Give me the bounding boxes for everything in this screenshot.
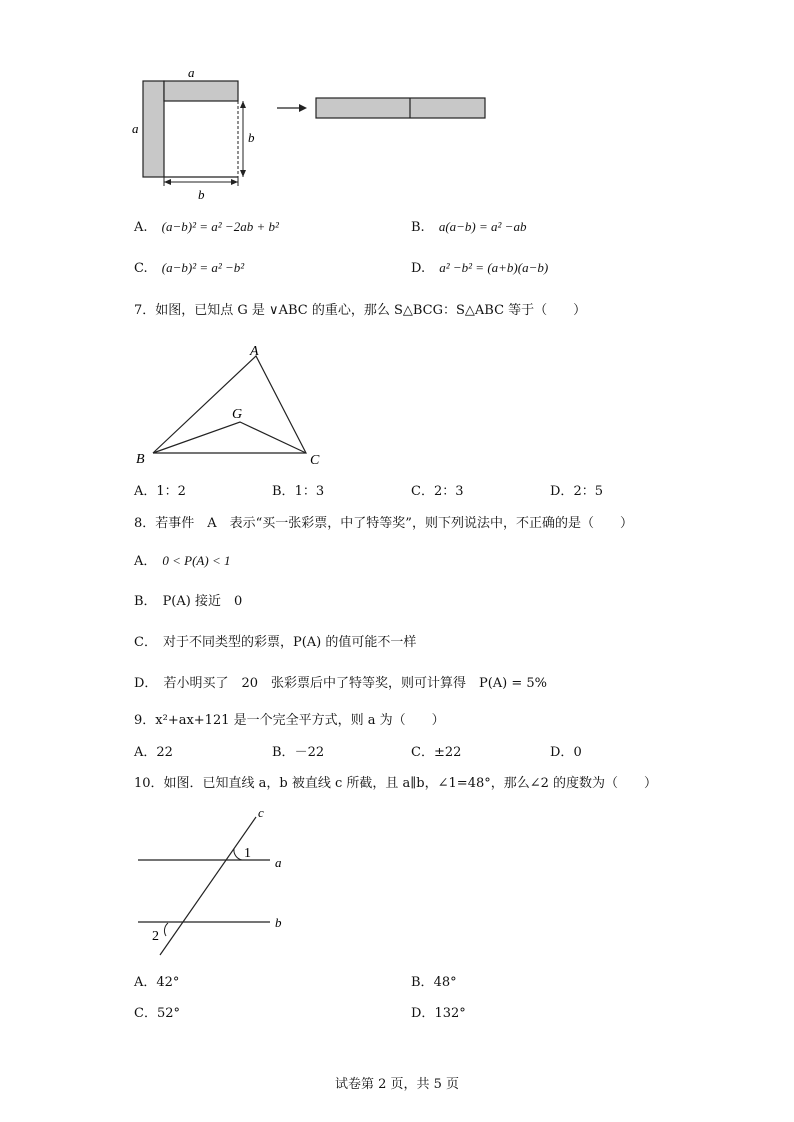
option-text: 2：3 — [433, 484, 464, 499]
option-letter: D． — [550, 745, 574, 760]
q9-option-b[interactable] — [272, 745, 324, 761]
option-text: 42° — [156, 975, 180, 990]
option-letter: B． — [272, 745, 295, 760]
option-text: 对于不同类型的彩票，P(A) 的值可能不一样 — [162, 635, 417, 650]
line-b-label: b — [275, 915, 282, 930]
line-c-label: c — [258, 805, 264, 820]
option-letter: A． — [134, 975, 157, 990]
option-letter: A． — [134, 554, 157, 569]
q6-option-b[interactable] — [411, 219, 526, 236]
q9-option-d[interactable] — [550, 745, 582, 761]
option-text: 132° — [434, 1006, 466, 1021]
option-expression: (a−b)² = a² −b² — [161, 260, 245, 275]
q7-option-c[interactable] — [411, 484, 464, 500]
option-letter: B． — [411, 975, 434, 990]
vertex-a-label: A — [250, 344, 259, 359]
q10-option-b[interactable] — [411, 975, 457, 991]
q7-stem: 7．如图，已知点 G 是 ∨ABC 的重心，那么 S△BCG：S△ABC 等于（ ） — [134, 303, 587, 318]
q6-option-a[interactable] — [134, 219, 279, 236]
option-letter: B． — [272, 484, 295, 499]
option-text: P(A) 接近 0 — [162, 594, 243, 609]
q9-option-c[interactable] — [411, 745, 461, 761]
option-letter: A． — [134, 745, 157, 760]
option-letter: C． — [134, 635, 157, 650]
q10-stem: 10．如图．已知直线 a，b 被直线 c 所截，且 a∥b，∠1=48°，那么∠2 的度数为（ ） — [134, 776, 658, 791]
option-letter: C． — [411, 484, 434, 499]
parallel-lines-figure — [130, 805, 300, 965]
angle-1-label: 1 — [244, 846, 251, 861]
option-letter: C. — [134, 261, 148, 276]
q9-option-a[interactable] — [134, 745, 173, 761]
label-a-top: a — [188, 65, 195, 80]
triangle-figure — [130, 340, 330, 470]
q7-option-b[interactable] — [272, 484, 324, 500]
label-a-left: a — [132, 121, 139, 136]
option-text: 1：2 — [156, 484, 186, 499]
option-text: 2：5 — [573, 484, 603, 499]
option-letter: B． — [134, 594, 157, 609]
option-letter: C． — [134, 1006, 157, 1021]
q10-option-c[interactable] — [134, 1006, 180, 1022]
q9-stem: 9．x²+ax+121 是一个完全平方式，则 a 为（ ） — [134, 713, 445, 728]
line-a-label: a — [275, 855, 282, 870]
option-text: 若小明买了 20 张彩票后中了特等奖，则可计算得 P(A) = 5% — [163, 676, 548, 691]
label-b-right: b — [248, 130, 255, 145]
option-letter: D． — [134, 676, 158, 691]
option-letter: D． — [550, 484, 574, 499]
square-rectangle-figure — [120, 60, 500, 210]
option-expression: a² −b² = (a+b)(a−b) — [439, 260, 549, 275]
q8-option-a[interactable] — [134, 553, 230, 570]
label-b-bottom: b — [198, 187, 205, 202]
option-text: 52° — [156, 1006, 180, 1021]
option-letter: C． — [411, 745, 434, 760]
q10-option-d[interactable] — [411, 1006, 466, 1022]
option-text: 0 — [573, 745, 582, 760]
q6-option-d[interactable] — [411, 260, 548, 277]
q10-option-a[interactable] — [134, 975, 179, 991]
q7-option-a[interactable] — [134, 484, 186, 500]
angle-2-label: 2 — [152, 929, 159, 944]
q7-option-d[interactable] — [550, 484, 603, 500]
q8-option-b[interactable] — [134, 594, 242, 610]
q8-stem: 8．若事件 A 表示“买一张彩票，中了特等奖”，则下列说法中，不正确的是（ ） — [134, 516, 633, 531]
option-letter: A． — [134, 484, 157, 499]
q8-option-d[interactable] — [134, 676, 547, 692]
q6-option-c[interactable] — [134, 260, 244, 277]
option-letter: B. — [411, 220, 425, 235]
option-text: 48° — [433, 975, 457, 990]
centroid-g-label: G — [232, 407, 243, 422]
option-text: 22 — [156, 745, 173, 760]
option-letter: D． — [411, 1006, 435, 1021]
option-text: －22 — [294, 745, 325, 760]
option-letter: D. — [411, 261, 426, 276]
option-text: 0 < P(A) < 1 — [162, 553, 231, 568]
option-text: ±22 — [433, 745, 462, 760]
page-footer: 试卷第 2 页，共 5 页 — [334, 1077, 460, 1092]
vertex-b-label: B — [136, 452, 145, 467]
vertex-c-label: C — [310, 453, 320, 468]
option-text: 1：3 — [294, 484, 325, 499]
option-expression: (a−b)² = a² −2ab + b² — [161, 219, 279, 234]
option-expression: a(a−b) = a² −ab — [438, 219, 527, 234]
q8-option-c[interactable] — [134, 635, 416, 651]
option-letter: A. — [134, 220, 148, 235]
